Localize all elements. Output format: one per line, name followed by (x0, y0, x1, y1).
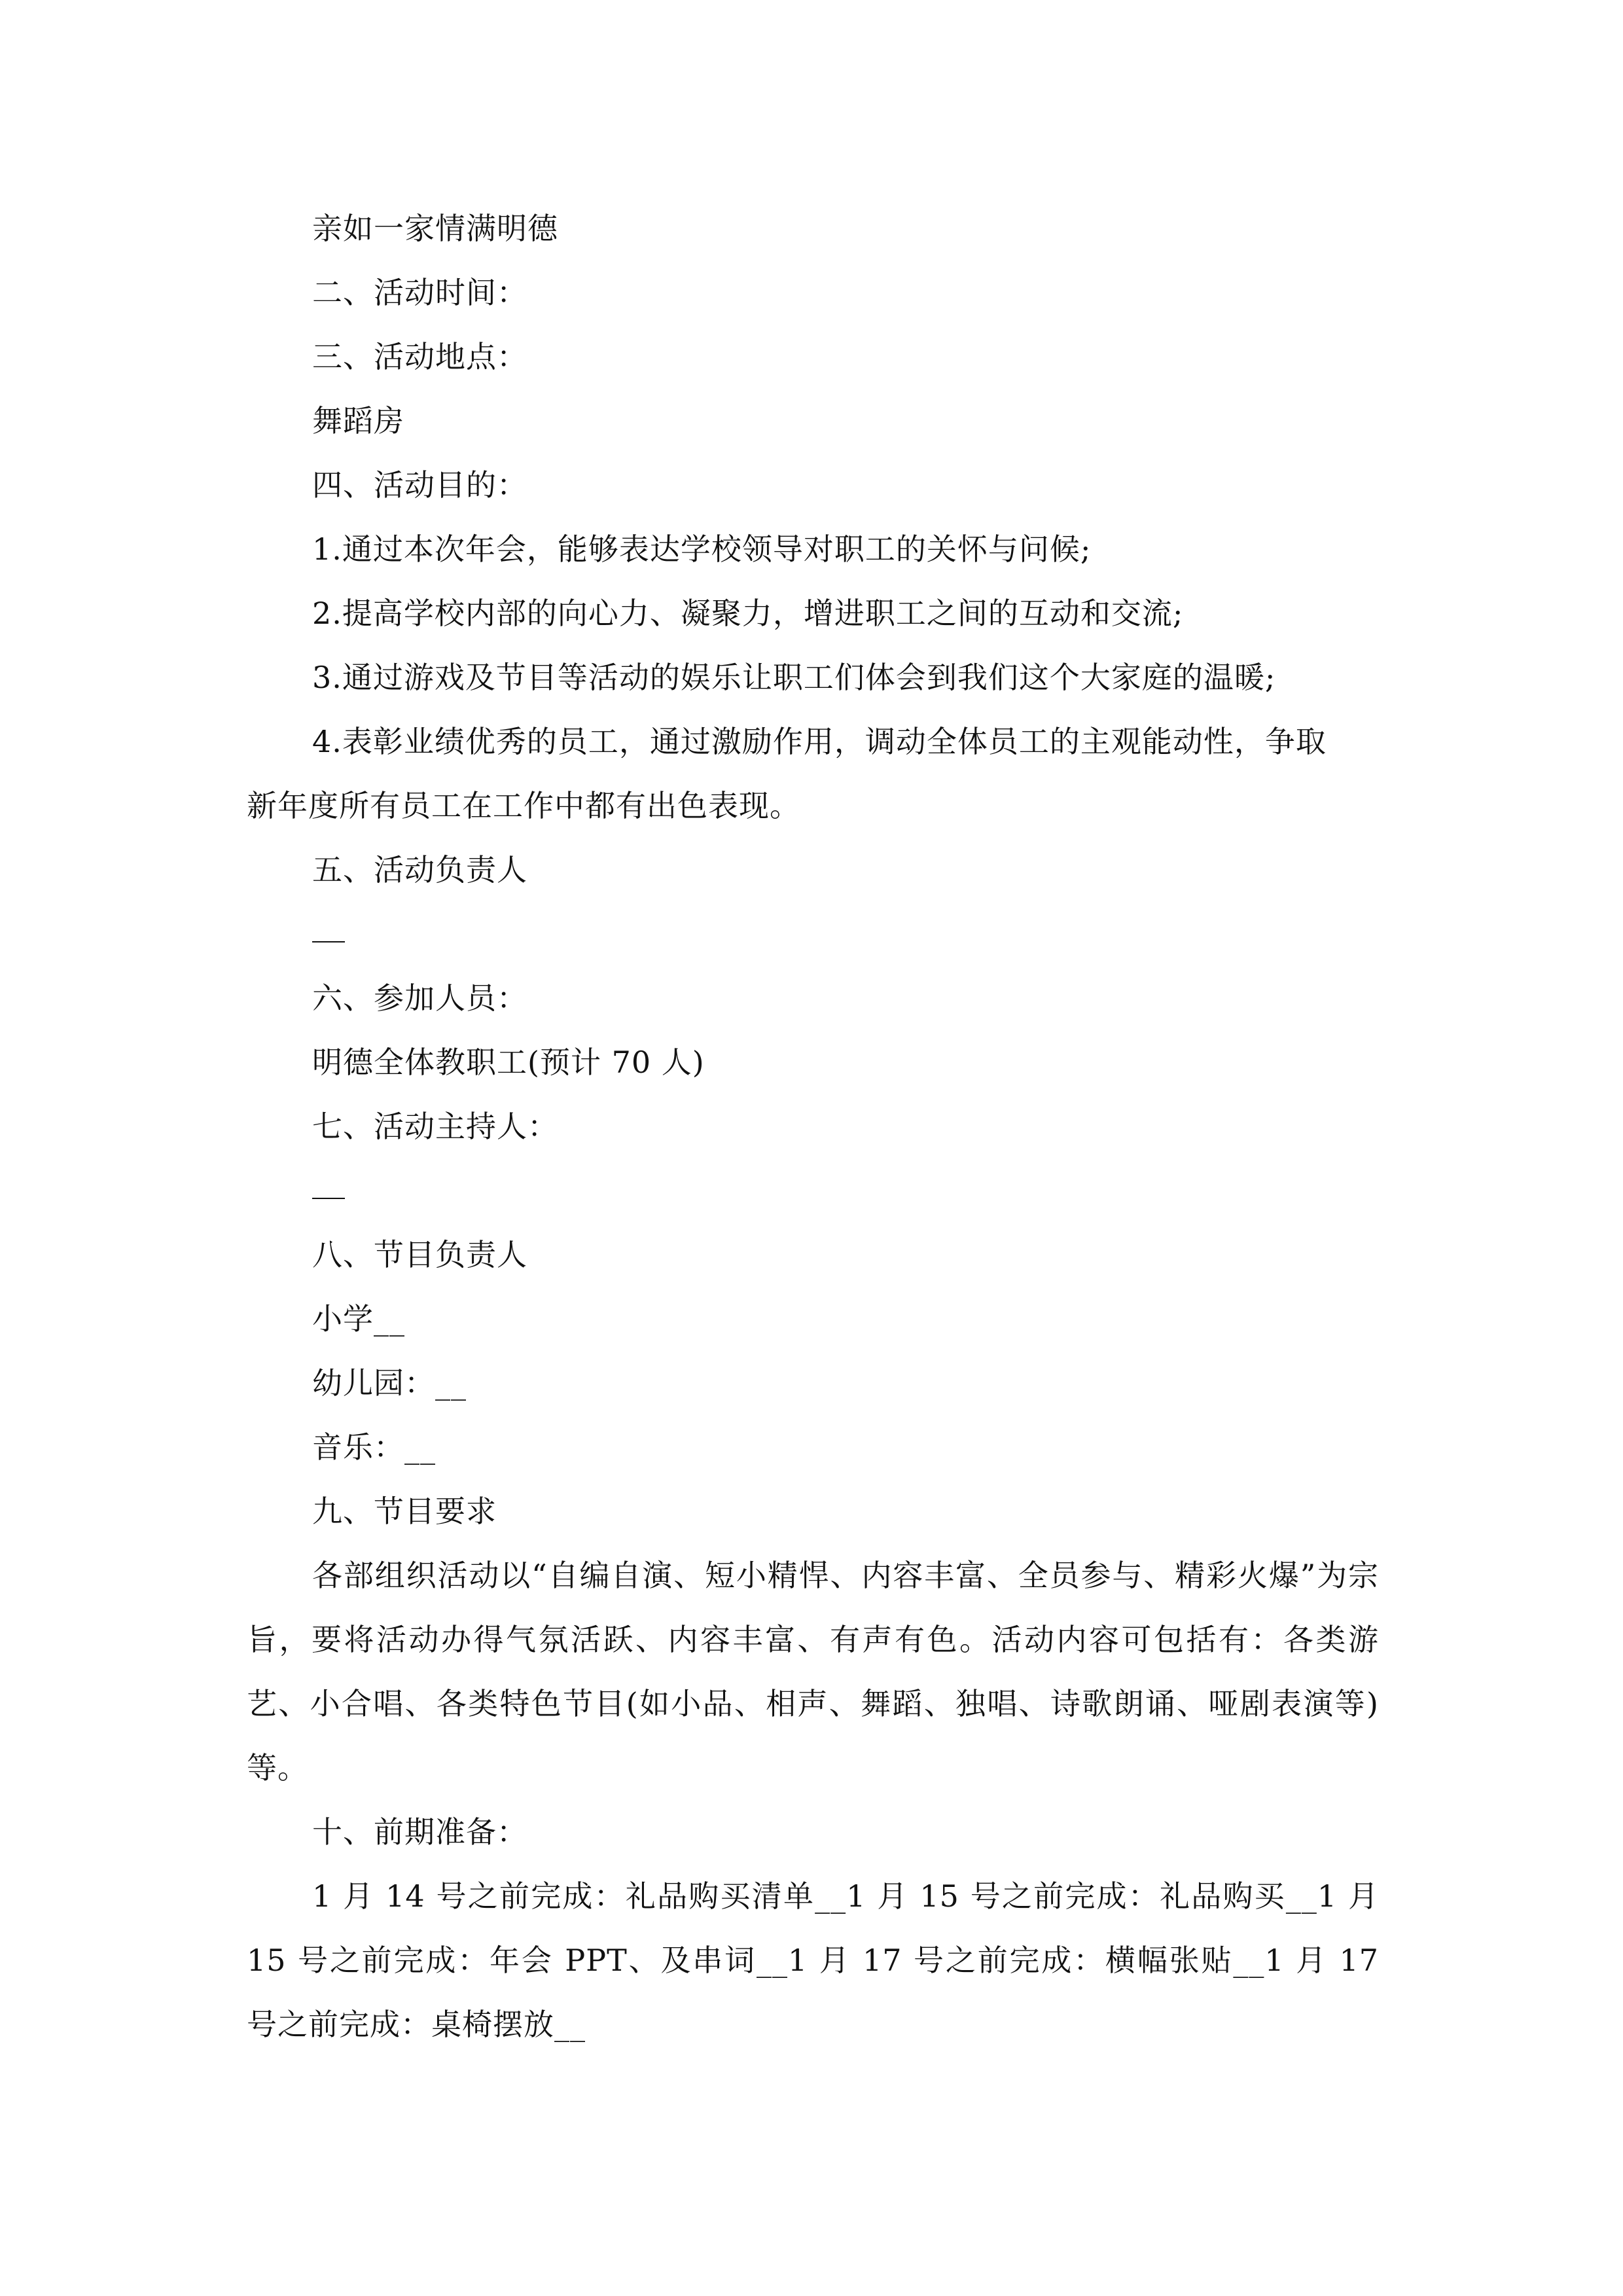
blank-underline (312, 1198, 345, 1199)
document-body (247, 196, 1379, 2056)
heading-participants: 六、参加人员： (312, 980, 527, 1016)
blank-underline (312, 941, 345, 942)
activity-leader-blank (247, 902, 1379, 966)
heading-host: 七、活动主持人： (312, 1109, 558, 1144)
purpose-item-4: 4.表彰业绩优秀的员工，通过激励作用，调动全体员工的主观能动性，争取 (312, 724, 1327, 759)
event-theme: 亲如一家情满明德 (312, 211, 558, 246)
program-leader-music: 音乐：__ (312, 1429, 436, 1465)
program-leader-primary: 小学__ (312, 1301, 405, 1336)
preparation-paragraph: 1 月 14 号之前完成：礼品购买清单__1 月 15 号之前完成：礼品购买__1 月 15 号之前完成：年会 PPT、及串词__1 月 17 号之前完成：横幅张贴__1 月 17 号之前完成：桌椅摆放__ (247, 1878, 1379, 2042)
participants-value: 明德全体教职工(预计 70 人) (312, 1045, 705, 1080)
heading-program-leaders: 八、节目负责人 (312, 1237, 527, 1272)
purpose-item-3: 3.通过游戏及节目等活动的娱乐让职工们体会到我们这个大家庭的温暖; (312, 660, 1276, 695)
heading-activity-time: 二、活动时间： (312, 275, 527, 310)
program-requirements-paragraph: 各部组织活动以“自编自演、短小精悍、内容丰富、全员参与、精彩火爆”为宗旨，要将活动办得气氛活跃、内容丰富、有声有色。活动内容可包括有：各类游艺、小合唱、各类特色节目(如小品、相声、舞蹈、独唱、诗歌朗诵、哑剧表演等)等。 (247, 1558, 1379, 1785)
activity-location-value: 舞蹈房 (312, 403, 404, 439)
host-blank (247, 1158, 1379, 1223)
heading-preparation: 十、前期准备： (312, 1814, 527, 1850)
program-leader-kindergarten: 幼儿园：__ (312, 1365, 467, 1401)
heading-activity-leader: 五、活动负责人 (312, 852, 527, 888)
purpose-item-1: 1.通过本次年会，能够表达学校领导对职工的关怀与问候; (312, 531, 1092, 567)
purpose-item-4-continued: 新年度所有员工在工作中都有出色表现。 (247, 788, 800, 823)
heading-activity-location: 三、活动地点： (312, 339, 527, 374)
heading-activity-purpose: 四、活动目的： (312, 467, 527, 503)
purpose-item-2: 2.提高学校内部的向心力、凝聚力，增进职工之间的互动和交流; (312, 596, 1184, 631)
heading-program-requirements: 九、节目要求 (312, 1494, 497, 1529)
